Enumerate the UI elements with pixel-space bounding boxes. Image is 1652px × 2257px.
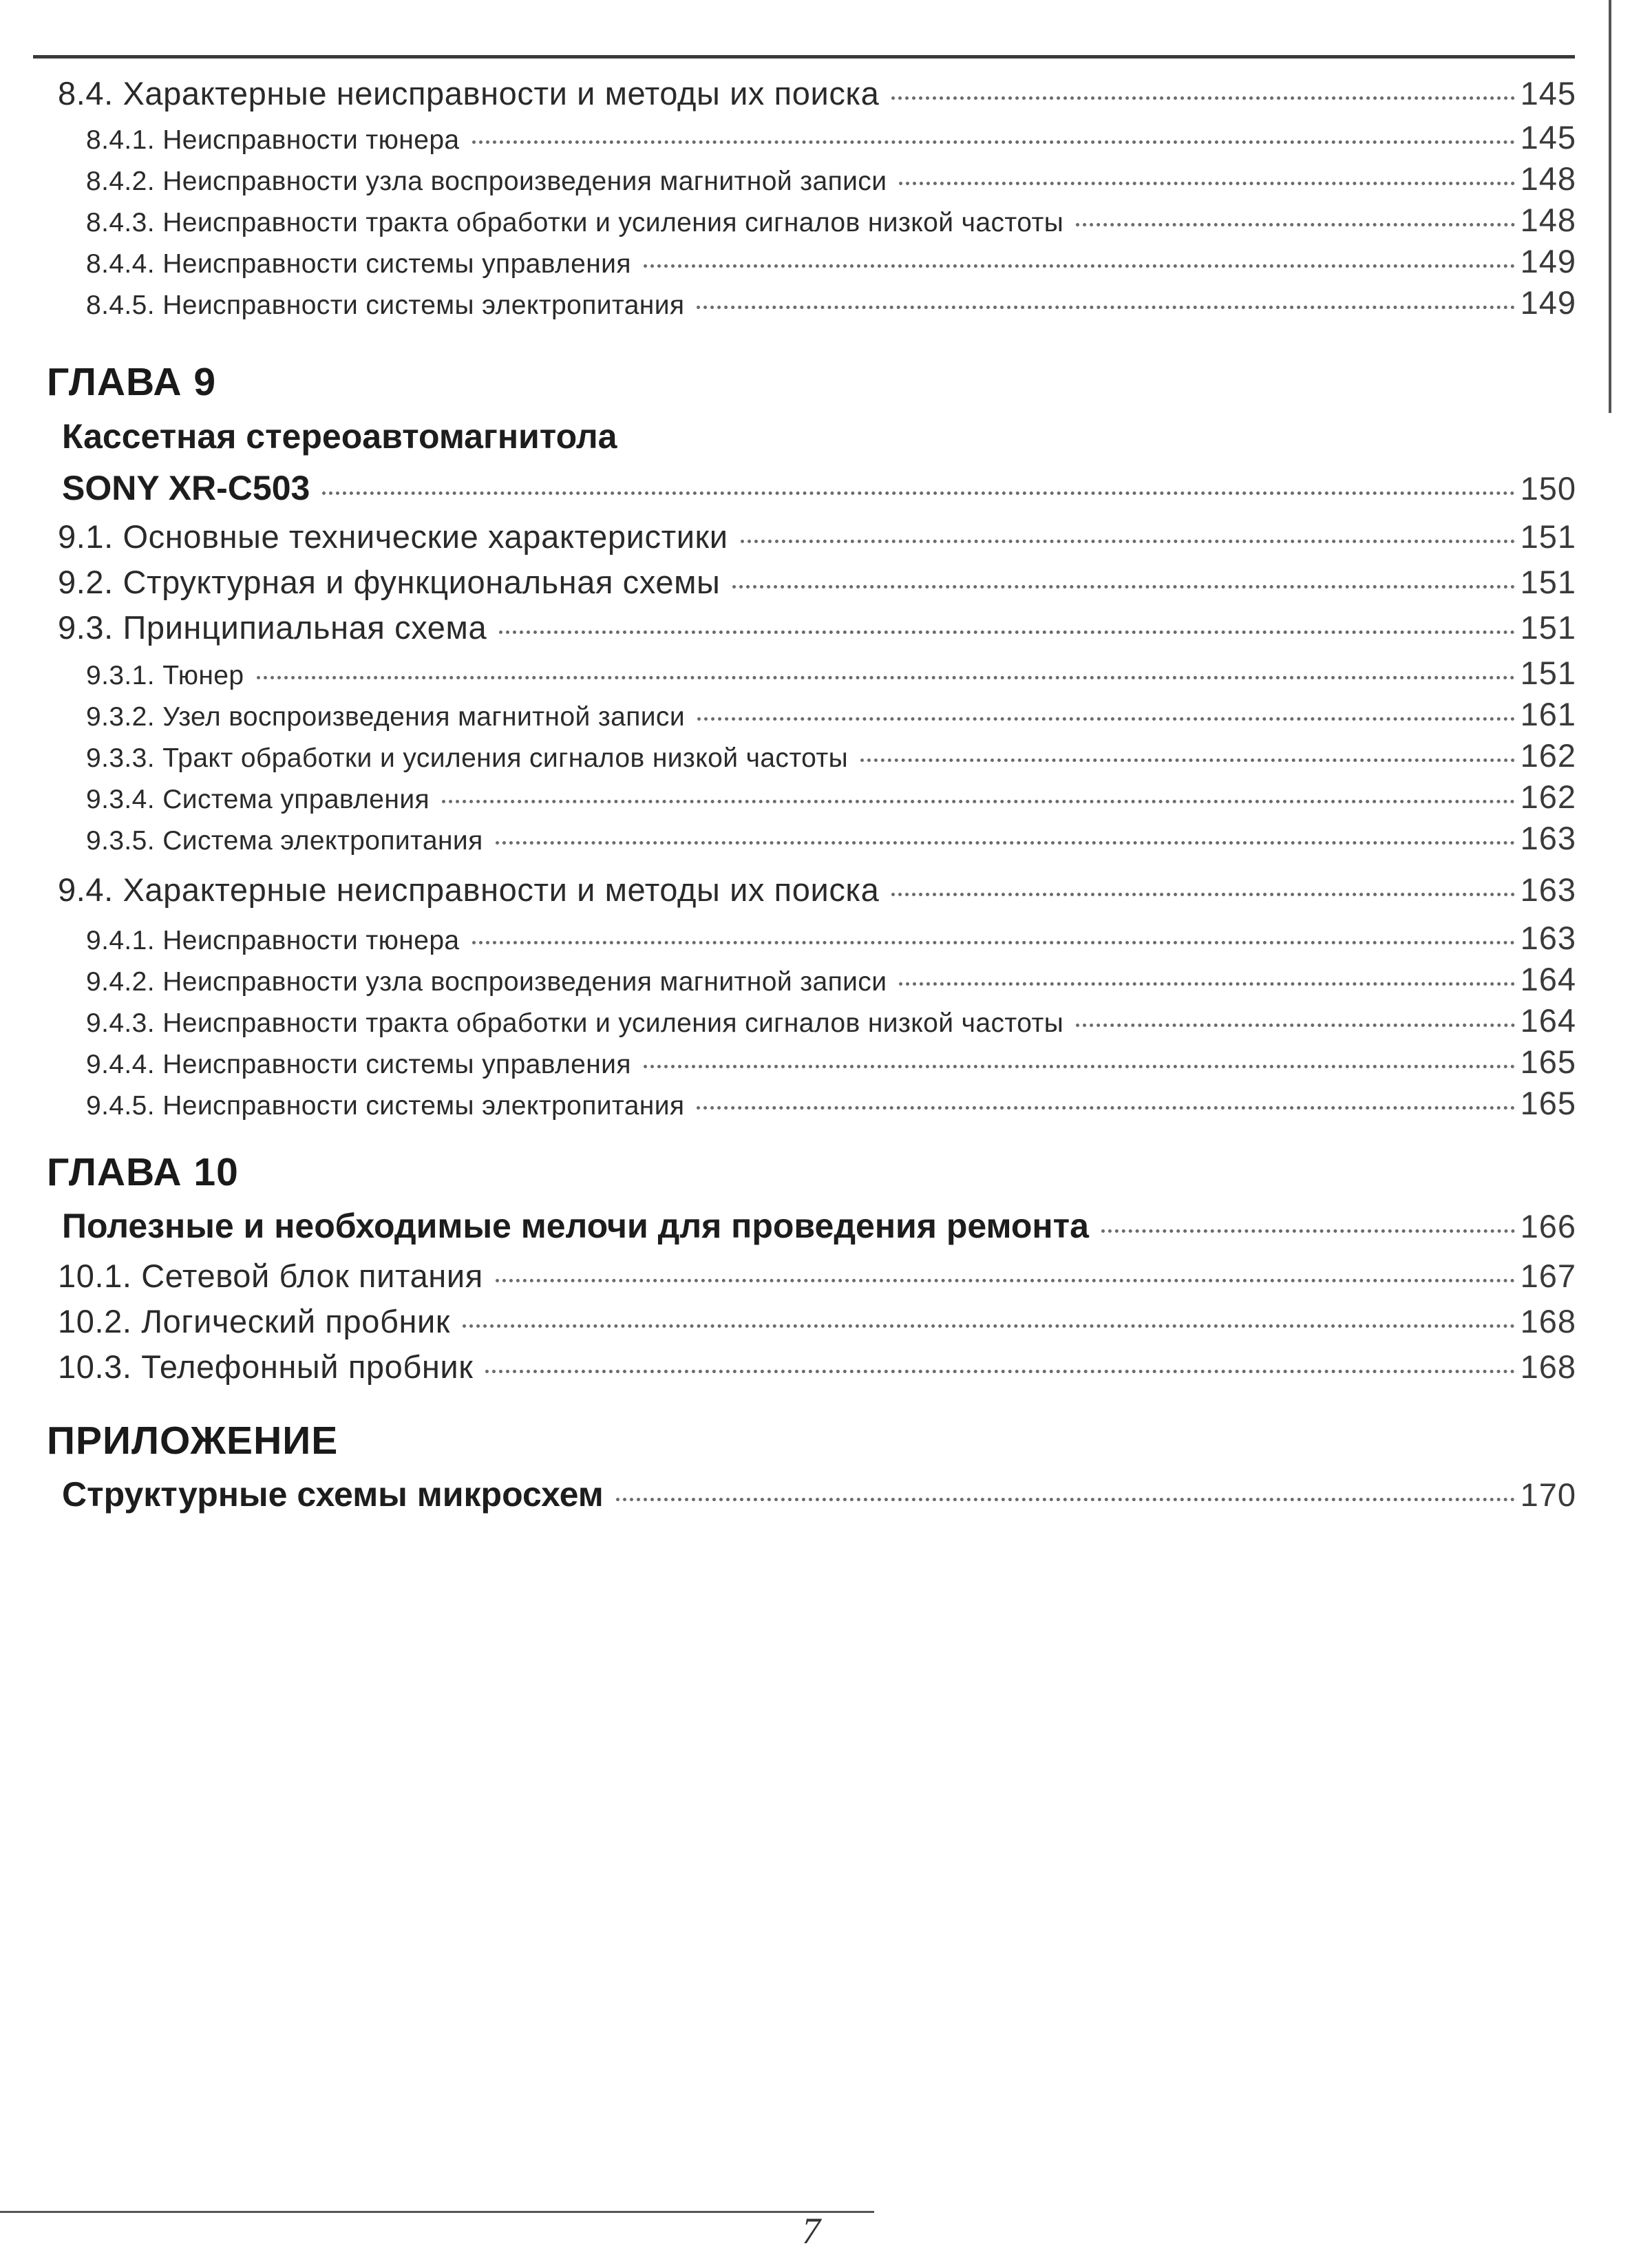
toc-entry-9-3-4[interactable]: 9.3.4. Система управления 162 <box>86 778 1576 815</box>
chapter-9-heading: ГЛАВА 9 <box>47 360 217 404</box>
toc-entry-chapter-9-title[interactable]: SONY XR-C503 150 <box>62 469 1576 507</box>
toc-entry-9-3-1[interactable]: 9.3.1. Тюнер 151 <box>86 655 1576 691</box>
top-rule <box>33 55 1575 59</box>
leader-dots <box>257 676 1515 679</box>
toc-entry-10-1[interactable]: 10.1. Сетевой блок питания 167 <box>58 1258 1576 1294</box>
toc-entry-9-4-1[interactable]: 9.4.1. Неисправности тюнера 163 <box>86 920 1576 956</box>
leader-dots <box>472 941 1515 944</box>
toc-entry-9-1[interactable]: 9.1. Основные технические характеристики 151 <box>58 518 1576 555</box>
toc-entry-8-4[interactable]: 8.4. Характерные неисправности и методы их поиска 145 <box>58 75 1576 112</box>
page-number: 7 <box>802 2210 820 2251</box>
toc-entry-9-4[interactable]: 9.4. Характерные неисправности и методы их поиска 163 <box>58 871 1576 908</box>
leader-dots <box>899 182 1514 185</box>
toc-entry-9-3-5[interactable]: 9.3.5. Система электропитания 163 <box>86 820 1576 856</box>
footer-rule <box>0 2211 874 2213</box>
leader-dots <box>891 893 1514 896</box>
toc-entry-8-4-3[interactable]: 8.4.3. Неисправности тракта обработки и усиления сигналов низкой частоты 148 <box>86 202 1576 238</box>
leader-dots <box>697 306 1514 309</box>
leader-dots <box>616 1498 1515 1501</box>
toc-entry-9-4-2[interactable]: 9.4.2. Неисправности узла воспроизведения магнитной записи 164 <box>86 961 1576 997</box>
toc-entry-10-3[interactable]: 10.3. Телефонный пробник 168 <box>58 1348 1576 1385</box>
right-margin-rule <box>1609 0 1611 413</box>
leader-dots <box>1101 1229 1515 1233</box>
leader-dots <box>899 982 1514 986</box>
toc-entry-9-4-4[interactable]: 9.4.4. Неисправности системы управления 165 <box>86 1043 1576 1080</box>
leader-dots <box>472 140 1515 144</box>
leader-dots <box>1076 223 1514 226</box>
toc-entry-9-4-5[interactable]: 9.4.5. Неисправности системы электропитания 165 <box>86 1085 1576 1121</box>
leader-dots <box>442 800 1515 803</box>
chapter-9-title-line1: Кассетная стереоавтомагнитола <box>62 417 617 456</box>
leader-dots <box>322 491 1514 495</box>
leader-dots <box>463 1324 1515 1328</box>
leader-dots <box>697 717 1515 721</box>
leader-dots <box>1076 1024 1514 1027</box>
chapter-10-heading: ГЛАВА 10 <box>47 1150 239 1194</box>
leader-dots <box>860 759 1514 762</box>
leader-dots <box>496 1279 1515 1282</box>
toc-entry-chapter-10-title[interactable]: Полезные и необходимые мелочи для проведения ремонта 166 <box>62 1207 1576 1245</box>
leader-dots <box>644 264 1515 268</box>
toc-entry-appendix-title[interactable]: Структурные схемы микросхем 170 <box>62 1475 1576 1514</box>
leader-dots <box>496 841 1515 845</box>
leader-dots <box>891 96 1514 100</box>
toc-entry-9-2[interactable]: 9.2. Структурная и функциональная схемы 151 <box>58 564 1576 600</box>
toc-entry-10-2[interactable]: 10.2. Логический пробник 168 <box>58 1303 1576 1339</box>
leader-dots <box>644 1065 1515 1068</box>
toc-entry-9-3-2[interactable]: 9.3.2. Узел воспроизведения магнитной записи 161 <box>86 696 1576 732</box>
leader-dots <box>485 1370 1514 1373</box>
leader-dots <box>499 631 1514 634</box>
toc-entry-8-4-5[interactable]: 8.4.5. Неисправности системы электропитания 149 <box>86 284 1576 321</box>
leader-dots <box>697 1106 1514 1110</box>
toc-entry-8-4-2[interactable]: 8.4.2. Неисправности узла воспроизведения магнитной записи 148 <box>86 160 1576 197</box>
toc-entry-8-4-1[interactable]: 8.4.1. Неисправности тюнера 145 <box>86 119 1576 156</box>
toc-entry-9-3[interactable]: 9.3. Принципиальная схема 151 <box>58 609 1576 646</box>
toc-entry-9-3-3[interactable]: 9.3.3. Тракт обработки и усиления сигналов низкой частоты 162 <box>86 737 1576 774</box>
leader-dots <box>732 585 1514 589</box>
appendix-heading: ПРИЛОЖЕНИЕ <box>47 1419 339 1463</box>
toc-entry-8-4-4[interactable]: 8.4.4. Неисправности системы управления 149 <box>86 243 1576 279</box>
toc-entry-9-4-3[interactable]: 9.4.3. Неисправности тракта обработки и усиления сигналов низкой частоты 164 <box>86 1002 1576 1039</box>
leader-dots <box>741 540 1515 543</box>
